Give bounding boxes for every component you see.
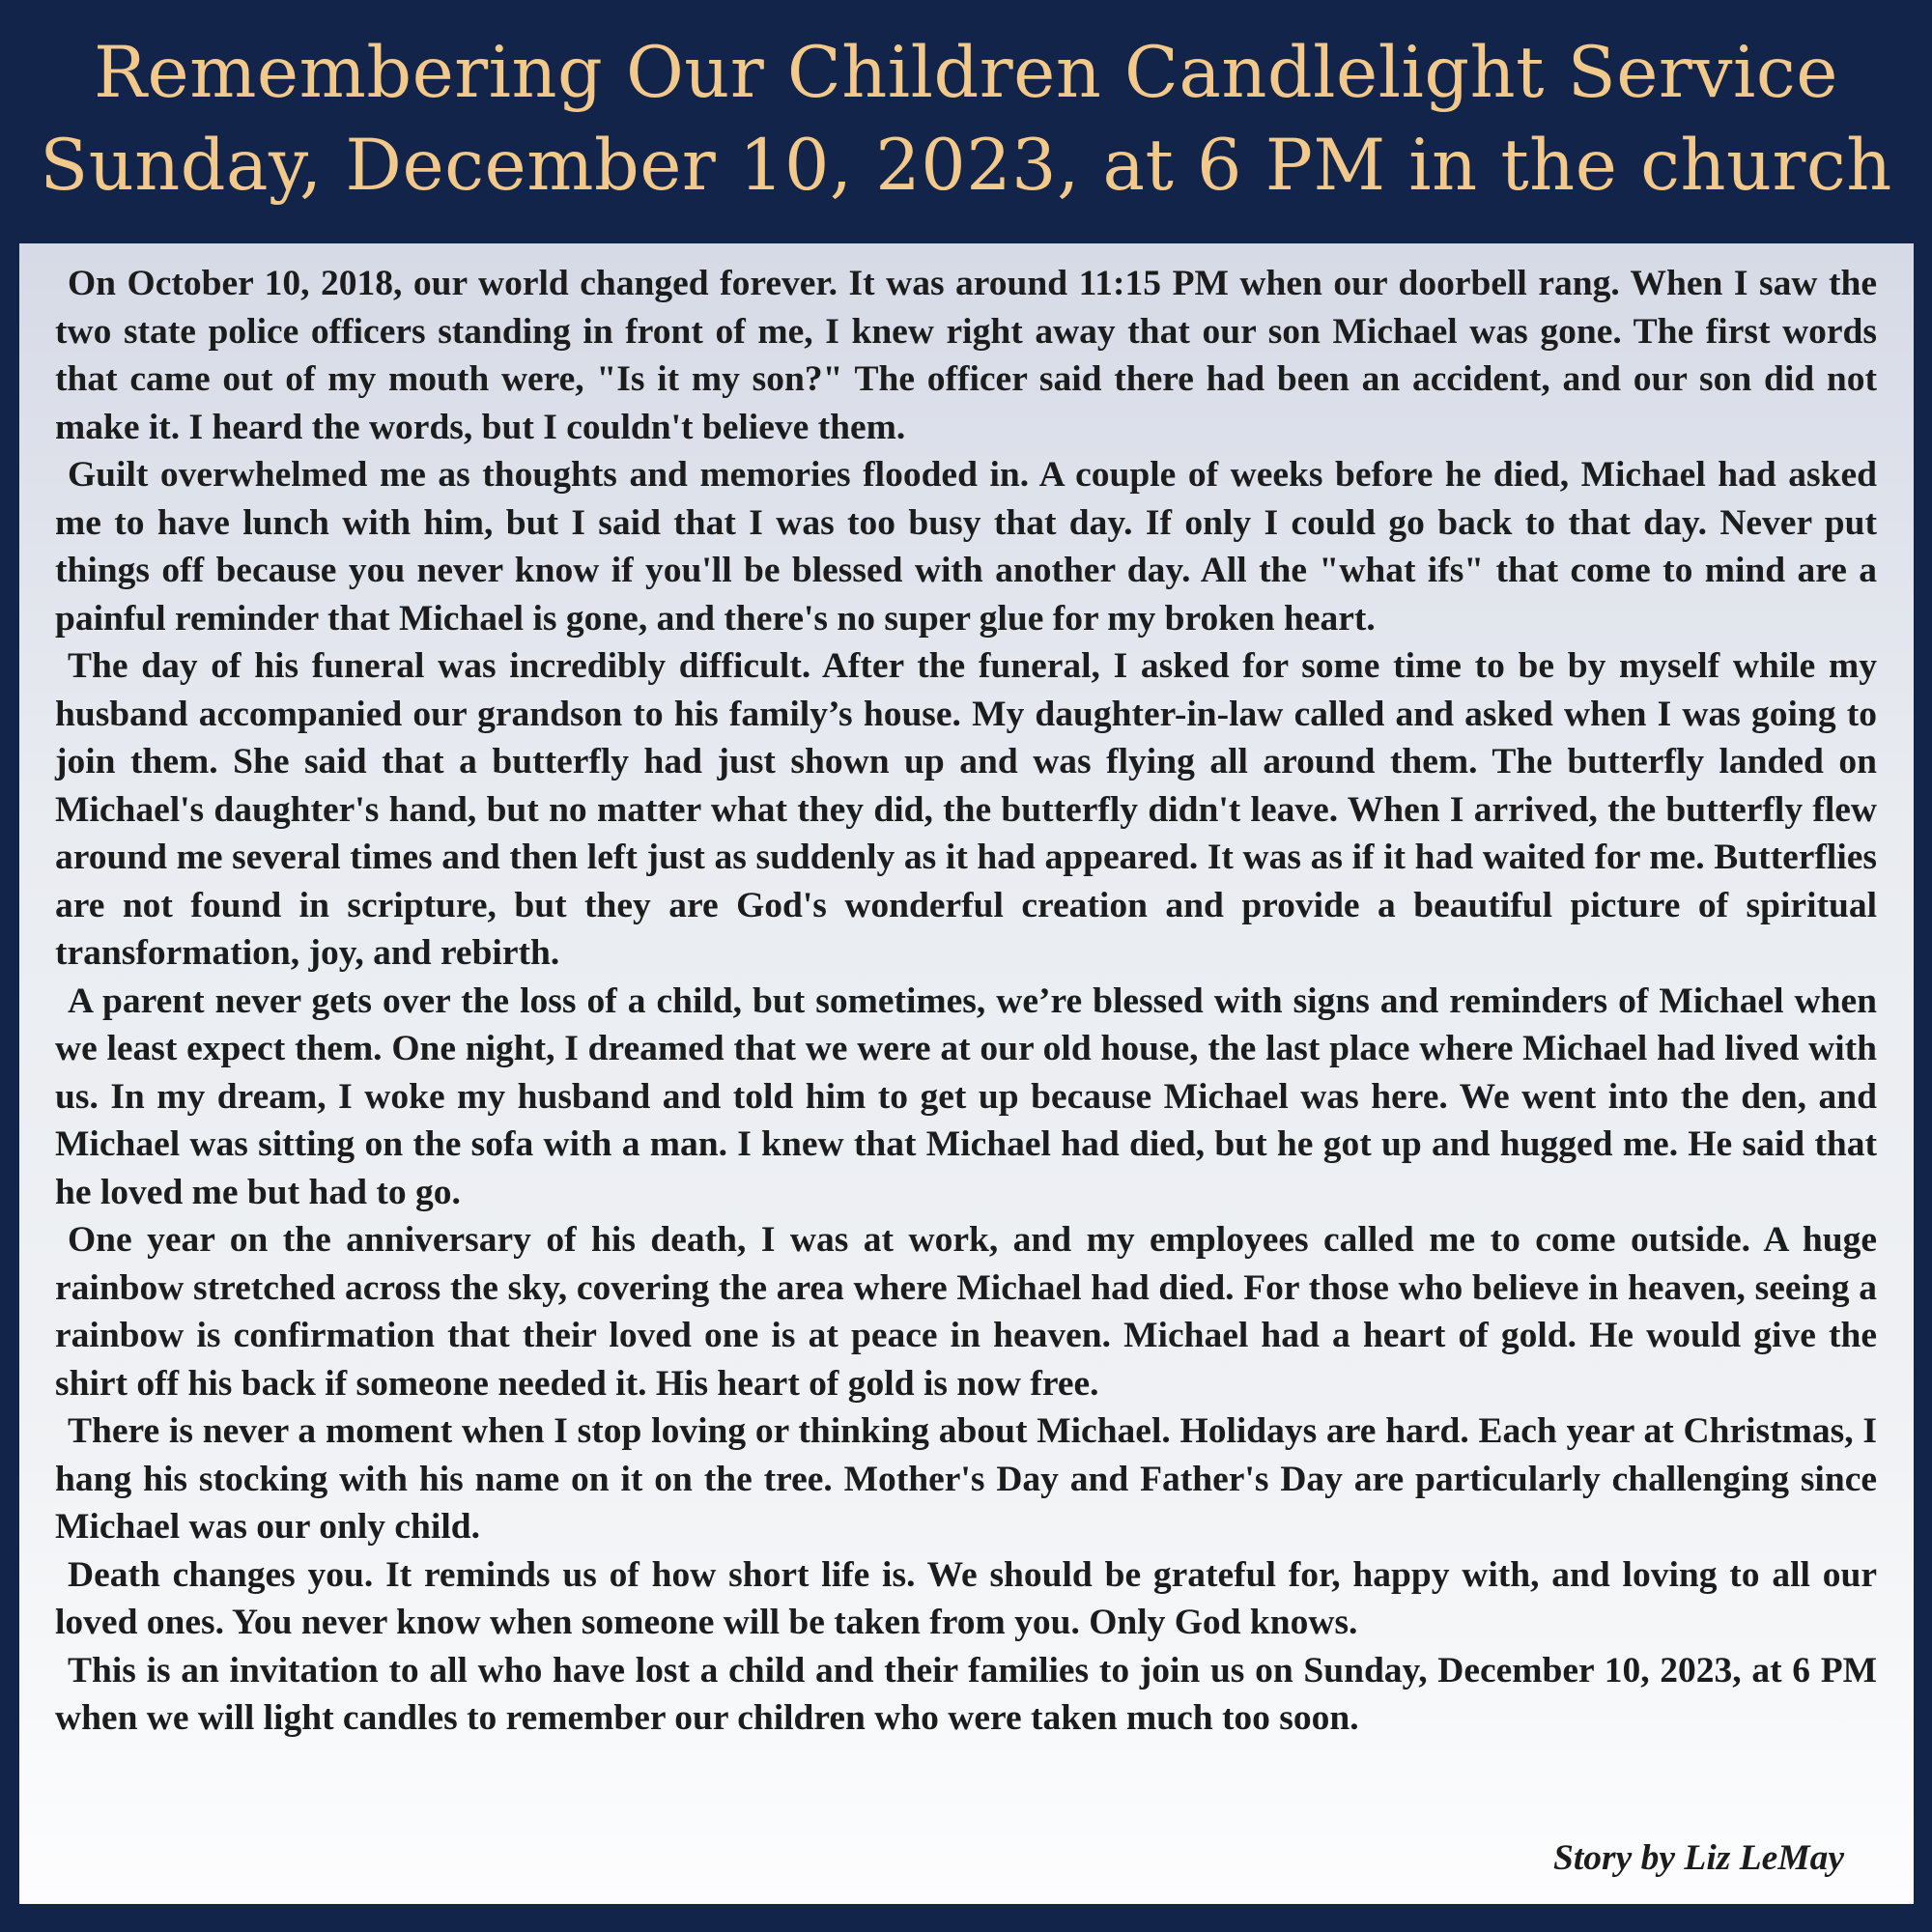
story-paragraph: The day of his funeral was incredibly difficult. After the funeral, I asked for some time to be by myself while my husband accompanied our grandson to his family’s house. My daughter-in-law called and asked when I was going to join them. She said that a butterfly had just shown up and was flying all around them. The butterfly landed on Michael's daughter's hand, but no matter what they did, the butterfly didn't leave. When I arrived, the butterfly flew around me several times and then left just as suddenly as it had appeared. It was as if it had waited for me. Butterflies are not found in scripture, but they are God's wonderful creation and provide a beautiful picture of spiritual transformation, joy, and rebirth. — [55, 646, 1877, 973]
story-paragraph: Death changes you. It reminds us of how short life is. We should be grateful for, happy with, and loving to all our loved ones. You never know when someone will be taken from you. Only God knows. — [55, 1554, 1877, 1642]
event-title: Remembering Our Children Candlelight Service — [94, 32, 1838, 114]
story-body — [55, 260, 1877, 1743]
story-byline: Story by Liz LeMay — [1553, 1838, 1844, 1878]
event-date-line: Sunday, December 10, 2023, at 6 PM in the church — [40, 125, 1892, 207]
story-panel — [19, 243, 1914, 1904]
story-paragraph: This is an invitation to all who have lost a child and their families to join us on Sunday, December 10, 2023, at 6 PM when we will light candles to remember our children who were taken much too soon. — [55, 1650, 1877, 1738]
story-paragraph: One year on the anniversary of his death, I was at work, and my employees called me to come outside. A huge rainbow stretched across the sky, covering the area where Michael had died. For those who believe in heaven, seeing a rainbow is confirmation that their loved one is at peace in heaven. Michael had a heart of gold. He would give the shirt off his back if someone needed it. His heart of gold is now free. — [55, 1220, 1877, 1404]
story-paragraph: On October 10, 2018, our world changed forever. It was around 11:15 PM when our doorbell rang. When I saw the two state police officers standing in front of me, I knew right away that our son Michael was gone. The first words that came out of my mouth were, "Is it my son?" The officer said there had been an accident, and our son did not make it. I heard the words, but I couldn't believe them. — [55, 264, 1877, 447]
story-paragraph: Guilt overwhelmed me as thoughts and memories flooded in. A couple of weeks before he died, Michael had asked me to have lunch with him, but I said that I was too busy that day. If only I could go back to that day. Never put things off because you never know if you'll be blessed with another day. All the "what ifs" that come to mind are a painful reminder that Michael is gone, and there's no super glue for my broken heart. — [55, 455, 1877, 639]
story-paragraph: There is never a moment when I stop loving or thinking about Michael. Holidays are hard. Each year at Christmas, I hang his stocking with his name on it on the tree. Mother's Day and Father's Day are particularly challenging since Michael was our only child. — [55, 1411, 1877, 1547]
event-header — [0, 27, 1932, 213]
story-paragraph: A parent never gets over the loss of a child, but sometimes, we’re blessed with signs and reminders of Michael when we least expect them. One night, I dreamed that we were at our old house, the last place where Michael had lived with us. In my dream, I woke my husband and told him to get up because Michael was here. We went into the den, and Michael was sitting on the sofa with a man. I knew that Michael had died, but he got up and hugged me. He said that he loved me but had to go. — [55, 980, 1877, 1212]
